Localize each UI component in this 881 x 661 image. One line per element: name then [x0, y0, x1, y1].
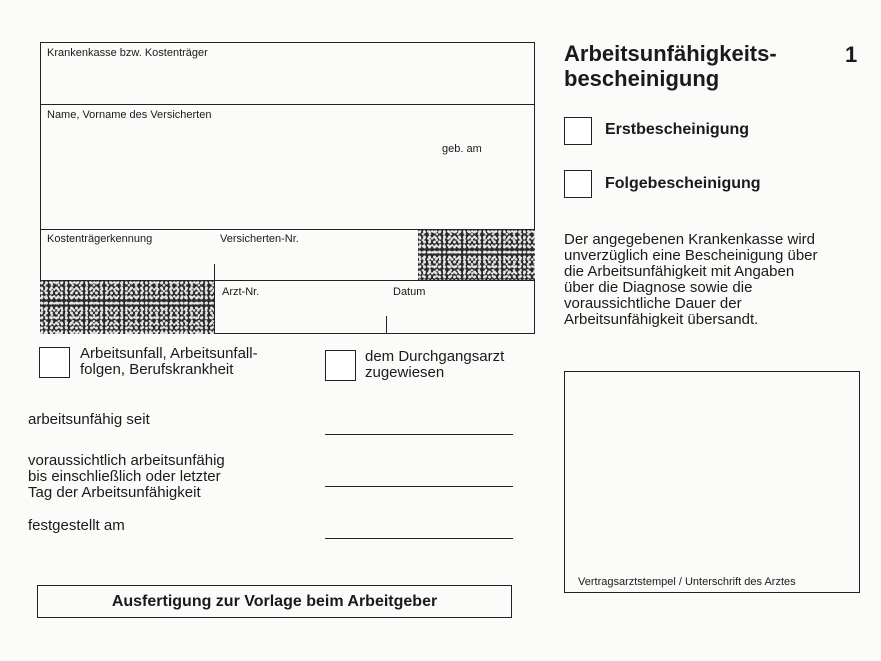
divider-doctor-date	[386, 316, 387, 334]
insured-number-input[interactable]	[220, 252, 410, 274]
info-line6: Arbeitsunfähigkeit übersandt.	[564, 311, 759, 328]
date-of-birth-input[interactable]	[442, 160, 527, 184]
insurer-id-input[interactable]	[47, 252, 207, 274]
work-accident-label-line2: folgen, Berufskrankheit	[80, 361, 234, 378]
work-accident-label	[80, 346, 258, 378]
transit-doctor-label	[365, 349, 504, 381]
divider-ids-vertical	[214, 264, 215, 280]
date-input[interactable]	[393, 304, 528, 326]
divider-doctor-left	[214, 280, 215, 334]
insurer-label: Krankenkasse bzw. Kostenträger	[47, 47, 208, 59]
employer-copy-box	[37, 585, 512, 618]
transit-doctor-checkbox[interactable]	[325, 350, 356, 381]
determined-on-label: festgestellt am	[28, 517, 125, 534]
work-accident-checkbox[interactable]	[39, 347, 70, 378]
date-of-birth-label: geb. am	[442, 143, 482, 155]
insurer-id-label: Kostenträgerkennung	[47, 233, 153, 245]
blocked-field-top	[418, 230, 535, 280]
info-text	[564, 232, 818, 328]
divider-insurer	[40, 104, 535, 105]
employer-copy-label: Ausfertigung zur Vorlage beim Arbeitgeber	[111, 592, 438, 610]
info-line4: über die Diagnose sowie die	[564, 279, 753, 296]
incapable-until-input[interactable]	[325, 466, 513, 487]
incapable-until-label	[28, 453, 225, 501]
info-line2: unverzüglich eine Bescheinigung über	[564, 247, 818, 264]
date-label: Datum	[393, 286, 426, 298]
incapable-until-line2: bis einschließlich oder letzter	[28, 468, 221, 485]
work-accident-label-line1: Arbeitsunfall, Arbeitsunfall-	[80, 345, 258, 362]
followup-certificate-checkbox[interactable]	[564, 170, 592, 198]
incapable-since-label: arbeitsunfähig seit	[28, 411, 150, 428]
incapable-until-line1: voraussichtlich arbeitsunfähig	[28, 452, 225, 469]
insured-name-label: Name, Vorname des Versicherten	[47, 109, 212, 121]
initial-certificate-checkbox[interactable]	[564, 117, 592, 145]
insured-name-input[interactable]	[47, 126, 427, 150]
info-line3: die Arbeitsunfähigkeit mit Angaben	[564, 263, 795, 280]
doctor-number-label: Arzt-Nr.	[222, 286, 260, 298]
insured-number-label: Versicherten-Nr.	[220, 233, 299, 245]
transit-doctor-label-line2: zugewiesen	[365, 364, 445, 381]
determined-on-input[interactable]	[325, 518, 513, 539]
page-number: 1	[845, 42, 858, 67]
form-title-line2: bescheinigung	[564, 66, 720, 91]
blocked-field-bottom	[40, 281, 214, 334]
followup-certificate-label: Folgebescheinigung	[605, 175, 761, 192]
incapable-since-input[interactable]	[325, 414, 513, 435]
doctor-stamp-box[interactable]	[564, 371, 860, 593]
info-line1: Der angegebenen Krankenkasse wird	[564, 231, 815, 248]
doctor-stamp-label: Vertragsarztstempel / Unterschrift des Arztes	[578, 576, 796, 588]
doctor-number-input[interactable]	[222, 304, 377, 326]
initial-certificate-label: Erstbescheinigung	[605, 121, 750, 138]
form-title	[564, 41, 777, 91]
info-line5: voraussichtliche Dauer der	[564, 295, 742, 312]
transit-doctor-label-line1: dem Durchgangsarzt	[365, 348, 505, 365]
incapable-until-line3: Tag der Arbeitsunfähigkeit	[28, 484, 201, 501]
insurer-input[interactable]	[47, 66, 527, 96]
form-title-line1: Arbeitsunfähigkeits-	[564, 41, 777, 66]
